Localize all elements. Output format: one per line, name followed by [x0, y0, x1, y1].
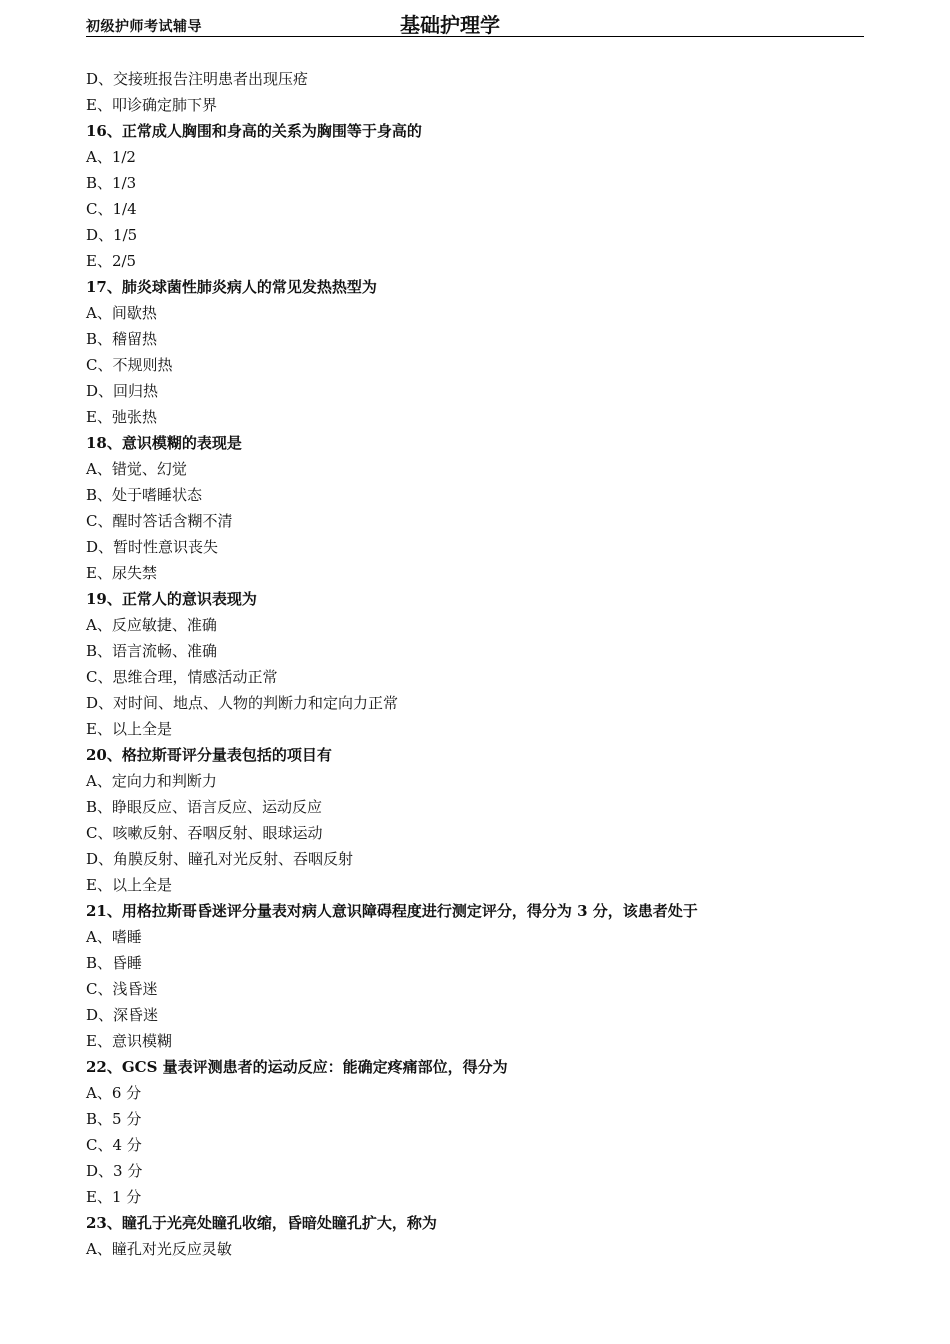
answer-option: C、醒时答话含糊不清 — [86, 512, 233, 530]
question-list — [86, 66, 886, 1262]
answer-option: D、1/5 — [86, 226, 138, 244]
answer-option: B、昏睡 — [86, 954, 143, 972]
answer-option: B、睁眼反应、语言反应、运动反应 — [86, 798, 323, 816]
answer-option: A、反应敏捷、准确 — [86, 616, 217, 634]
question-stem: 19、正常人的意识表现为 — [86, 590, 257, 608]
answer-option: B、语言流畅、准确 — [86, 642, 218, 660]
question-stem: 16、正常成人胸围和身高的关系为胸围等于身高的 — [86, 122, 422, 140]
answer-option: D、暂时性意识丧失 — [86, 538, 219, 556]
answer-option: E、叩诊确定肺下界 — [86, 96, 217, 114]
answer-option: B、稽留热 — [86, 330, 158, 348]
question-stem: 20、格拉斯哥评分量表包括的项目有 — [86, 746, 332, 764]
answer-option: E、以上全是 — [86, 720, 172, 738]
answer-option: E、意识模糊 — [86, 1032, 172, 1050]
answer-option: D、角膜反射、瞳孔对光反射、吞咽反射 — [86, 850, 354, 868]
answer-option: A、1/2 — [86, 148, 136, 166]
question-stem: 23、瞳孔于光亮处瞳孔收缩，昏暗处瞳孔扩大，称为 — [86, 1214, 437, 1232]
header-title: 基础护理学 — [400, 13, 500, 37]
question-stem: 18、意识模糊的表现是 — [86, 434, 242, 452]
answer-option: B、5 分 — [86, 1110, 142, 1128]
answer-option: D、深昏迷 — [86, 1006, 159, 1024]
question-stem: 22、GCS 量表评测患者的运动反应：能确定疼痛部位，得分为 — [86, 1058, 508, 1076]
answer-option: E、1 分 — [86, 1188, 142, 1206]
answer-option: C、不规则热 — [86, 356, 173, 374]
question-stem: 17、肺炎球菌性肺炎病人的常见发热热型为 — [86, 278, 377, 296]
answer-option: C、思维合理，情感活动正常 — [86, 668, 278, 686]
answer-option: B、1/3 — [86, 174, 137, 192]
answer-option: C、咳嗽反射、吞咽反射、眼球运动 — [86, 824, 323, 842]
answer-option: E、2/5 — [86, 252, 137, 270]
header-subtitle: 初级护师考试辅导 — [86, 19, 202, 35]
answer-option: C、1/4 — [86, 200, 137, 218]
answer-option: E、尿失禁 — [86, 564, 157, 582]
answer-option: E、弛张热 — [86, 408, 157, 426]
answer-option: B、处于嗜睡状态 — [86, 486, 203, 504]
answer-option: A、错觉、幻觉 — [86, 460, 187, 478]
answer-option: A、嗜睡 — [86, 928, 142, 946]
answer-option: D、对时间、地点、人物的判断力和定向力正常 — [86, 694, 399, 712]
answer-option: A、间歇热 — [86, 304, 157, 322]
answer-option: C、4 分 — [86, 1136, 142, 1154]
answer-option: D、3 分 — [86, 1162, 143, 1180]
answer-option: D、交接班报告注明患者出现压疮 — [86, 70, 309, 88]
page-header — [86, 8, 864, 37]
answer-option: C、浅昏迷 — [86, 980, 158, 998]
answer-option: D、回归热 — [86, 382, 159, 400]
answer-option: E、以上全是 — [86, 876, 172, 894]
question-stem: 21、用格拉斯哥昏迷评分量表对病人意识障碍程度进行测定评分，得分为 3 分，该患者处于 — [86, 902, 698, 920]
answer-option: A、定向力和判断力 — [86, 772, 217, 790]
answer-option: A、6 分 — [86, 1084, 142, 1102]
answer-option: A、瞳孔对光反应灵敏 — [86, 1240, 232, 1258]
